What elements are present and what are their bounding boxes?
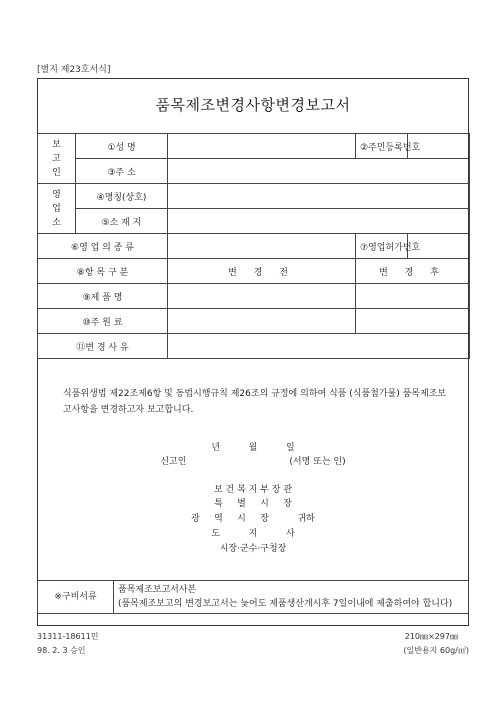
location-label: ⑤소 재 지 [76,209,168,234]
recipient-metro-city: 광 역 시 장 귀하 [191,514,315,524]
reporter-signature-line: 신고인 (서명 또는 인) [160,457,346,467]
table-row [38,159,470,184]
product-before-field[interactable] [168,284,356,309]
recipient-province: 도 지 사 [211,529,295,539]
item-category-label: ⑧항 목 구 분 [38,259,168,284]
table-row [38,209,470,234]
form-number-label: [별지 제23호서식] [37,65,111,75]
attachment-item: 품목제조보고서사본 [118,585,197,595]
company-name-field[interactable] [168,184,470,209]
attachments-table [37,580,469,614]
attachment-note: (품목제조보고의 변경보고서는 늦어도 제품생산개시후 7일이내에 제출하여야 합니다) [118,599,453,609]
change-reason-field[interactable] [168,334,470,359]
paper-size: 210㎜×297㎜ [404,632,458,641]
name-field[interactable] [168,134,356,159]
paper-weight: (일반용지 60g/㎡) [403,646,469,655]
location-field[interactable] [168,209,470,234]
ingredient-before-field[interactable] [168,309,356,334]
date-line: 년 월 일 [211,443,295,453]
attachments-content [114,581,469,614]
change-reason-label: ⑪변 경 사 유 [38,334,168,359]
resident-number-label: ②주민등록번호 [356,134,408,159]
recipient-local-head: 시장·군수·구청장 [219,544,287,554]
table-row [38,234,470,259]
recipient-minister: 보 건 복 지 부 장 관 [213,485,293,495]
license-number-label: ⑦영업허가번호 [356,234,408,259]
reporter-section-label: 보 고 인 [38,134,76,184]
product-name-label: ⑨제 품 명 [38,284,168,309]
ingredient-after-field[interactable] [356,309,470,334]
name-label: ①성 명 [76,134,168,159]
form-title: 품목제조변경사항변경보고서 [155,96,351,114]
table-row [38,309,470,334]
table-row [38,284,470,309]
main-ingredient-label: ⑩주 원 료 [38,309,168,334]
after-change-header: 변 경 후 [356,259,470,284]
attachments-label: ※구비서류 [38,581,114,614]
product-after-field[interactable] [356,284,470,309]
recipient-special-city: 특 별 시 장 [214,499,292,509]
business-type-field[interactable] [168,234,356,259]
table-row [38,134,470,159]
table-row [38,581,469,614]
address-field[interactable] [168,159,470,184]
table-row [38,184,470,209]
business-section-label: 영 업 소 [38,184,76,234]
company-name-label: ④명칭(상호) [76,184,168,209]
table-row [38,334,470,359]
declaration-text: 식품위생법 제22조제6항 및 동법시행규칙 제26조의 규정에 의하여 식품 (식품첨가물) 품목제조보고사항을 변경하고자 보고합니다. [63,389,447,415]
address-label: ③주 소 [76,159,168,184]
form-code: 31311-18611민 [37,632,99,641]
business-type-label: ⑥영 업 의 종 류 [38,234,168,259]
approval-date: 98. 2. 3 승인 [37,646,86,655]
before-change-header: 변 경 전 [168,259,356,284]
table-row [38,259,470,284]
report-form-table [37,133,470,359]
